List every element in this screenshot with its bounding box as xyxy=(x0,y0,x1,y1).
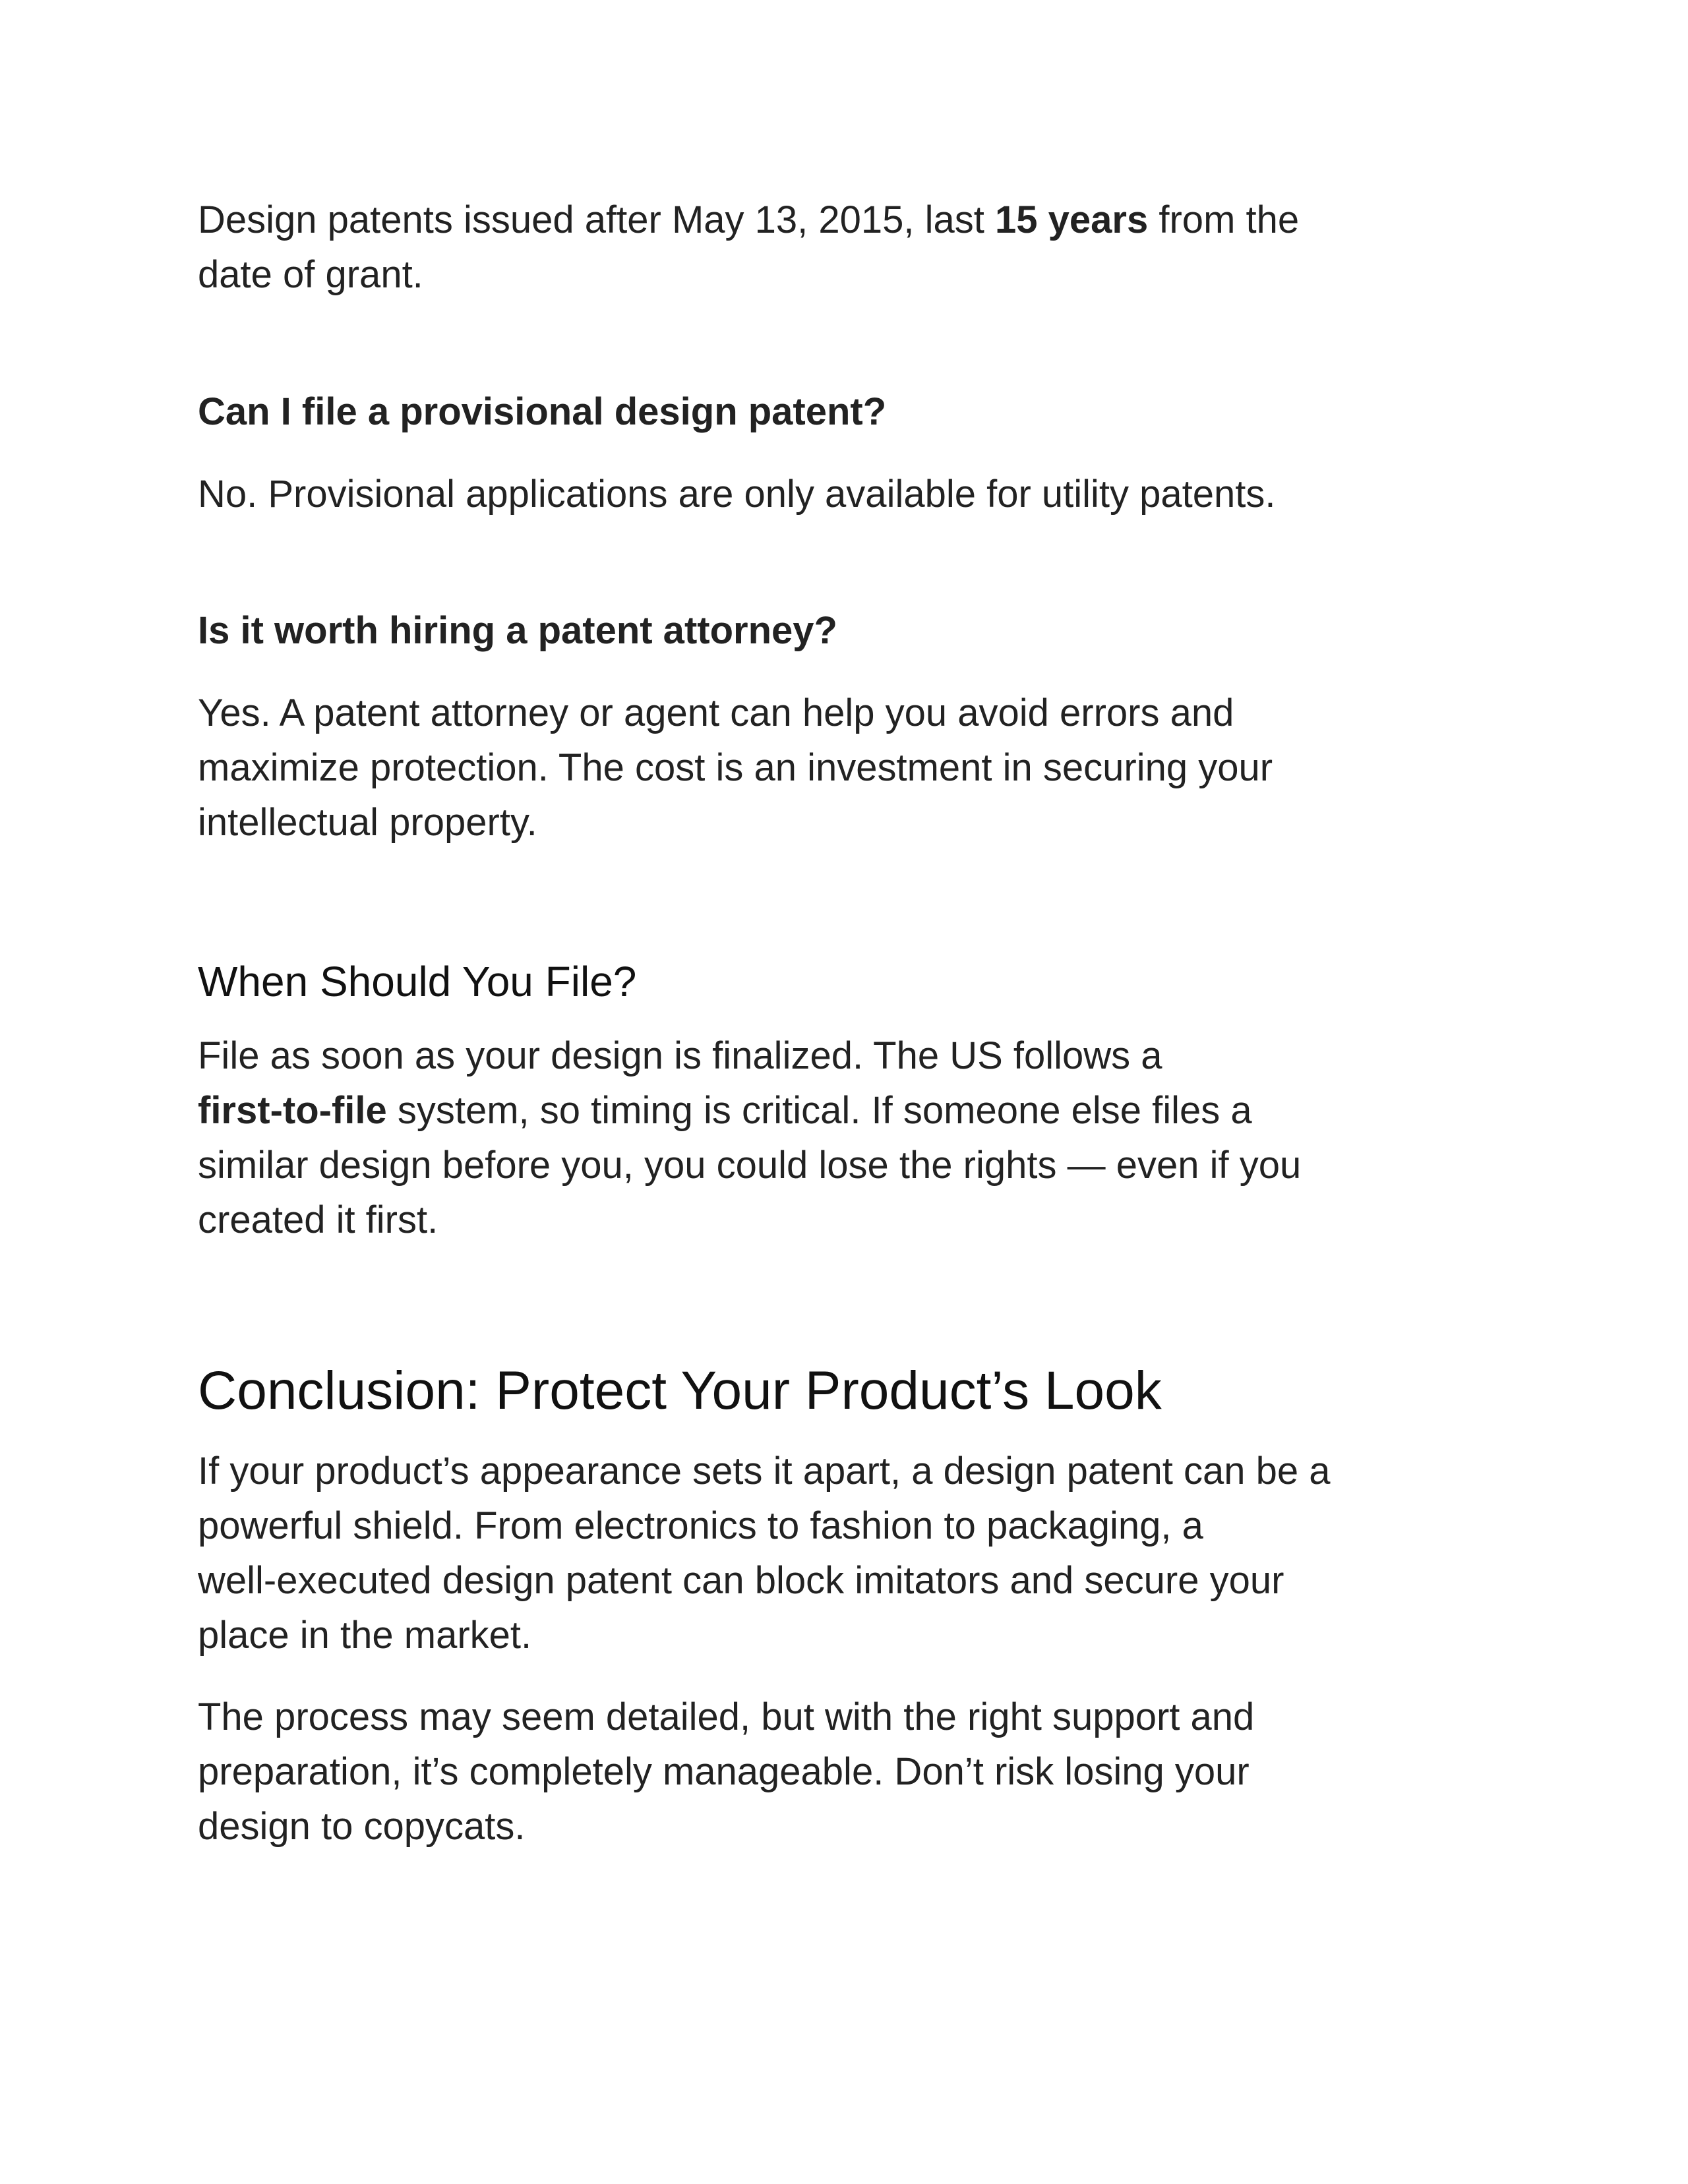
conclusion-paragraph-2 xyxy=(198,1690,1477,1854)
when-to-file-line-4: created it first. xyxy=(198,1198,438,1241)
when-to-file-line-3: similar design before you, you could lose the rights — even if you xyxy=(198,1144,1302,1187)
faq-answer-attorney-line-1: Yes. A patent attorney or agent can help you avoid errors and xyxy=(198,692,1234,734)
conclusion-paragraph-1 xyxy=(198,1444,1477,1663)
conclusion-p1-line-2: powerful shield. From electronics to fashion to packaging, a xyxy=(198,1504,1203,1547)
when-to-file-line-2 xyxy=(198,1083,1477,1138)
conclusion-p2-line-3: design to copycats. xyxy=(198,1805,526,1848)
conclusion-p2-line-2: preparation, it’s completely manageable. Don’t risk losing your xyxy=(198,1750,1250,1793)
conclusion-p1-line-4: place in the market. xyxy=(198,1614,532,1657)
patent-term-bold: 15 years xyxy=(995,198,1149,241)
patent-term-text-a: Design patents issued after May 13, 2015, last xyxy=(198,198,996,241)
patent-term-line-1 xyxy=(198,192,1477,247)
conclusion-heading: Conclusion: Protect Your Product’s Look xyxy=(198,1361,1162,1421)
faq-answer-attorney-line-3: intellectual property. xyxy=(198,801,537,844)
faq-question-provisional: Can I file a provisional design patent? xyxy=(198,390,887,433)
conclusion-p1-line-3: well-executed design patent can block imitators and secure your xyxy=(198,1559,1284,1602)
faq-answer-provisional: No. Provisional applications are only available for utility patents. xyxy=(198,473,1276,516)
conclusion-p1-line-1: If your product’s appearance sets it apart, a design patent can be a xyxy=(198,1450,1331,1492)
patent-term-paragraph xyxy=(198,192,1477,302)
when-to-file-line-1: File as soon as your design is finalized. The US follows a xyxy=(198,1034,1162,1077)
faq-question-attorney: Is it worth hiring a patent attorney? xyxy=(198,609,837,652)
when-to-file-line-2-rest: system, so timing is critical. If someone else files a xyxy=(386,1089,1252,1132)
patent-term-text-b: from the xyxy=(1148,198,1300,241)
when-to-file-heading: When Should You File? xyxy=(198,958,637,1005)
faq-answer-attorney-line-2: maximize protection. The cost is an investment in securing your xyxy=(198,746,1273,789)
when-to-file-paragraph xyxy=(198,1028,1477,1247)
patent-term-line-2: date of grant. xyxy=(198,253,423,296)
conclusion-p2-line-1: The process may seem detailed, but with the right support and xyxy=(198,1696,1255,1738)
faq-answer-attorney xyxy=(198,686,1477,850)
first-to-file-bold: first-to-file xyxy=(198,1089,387,1132)
